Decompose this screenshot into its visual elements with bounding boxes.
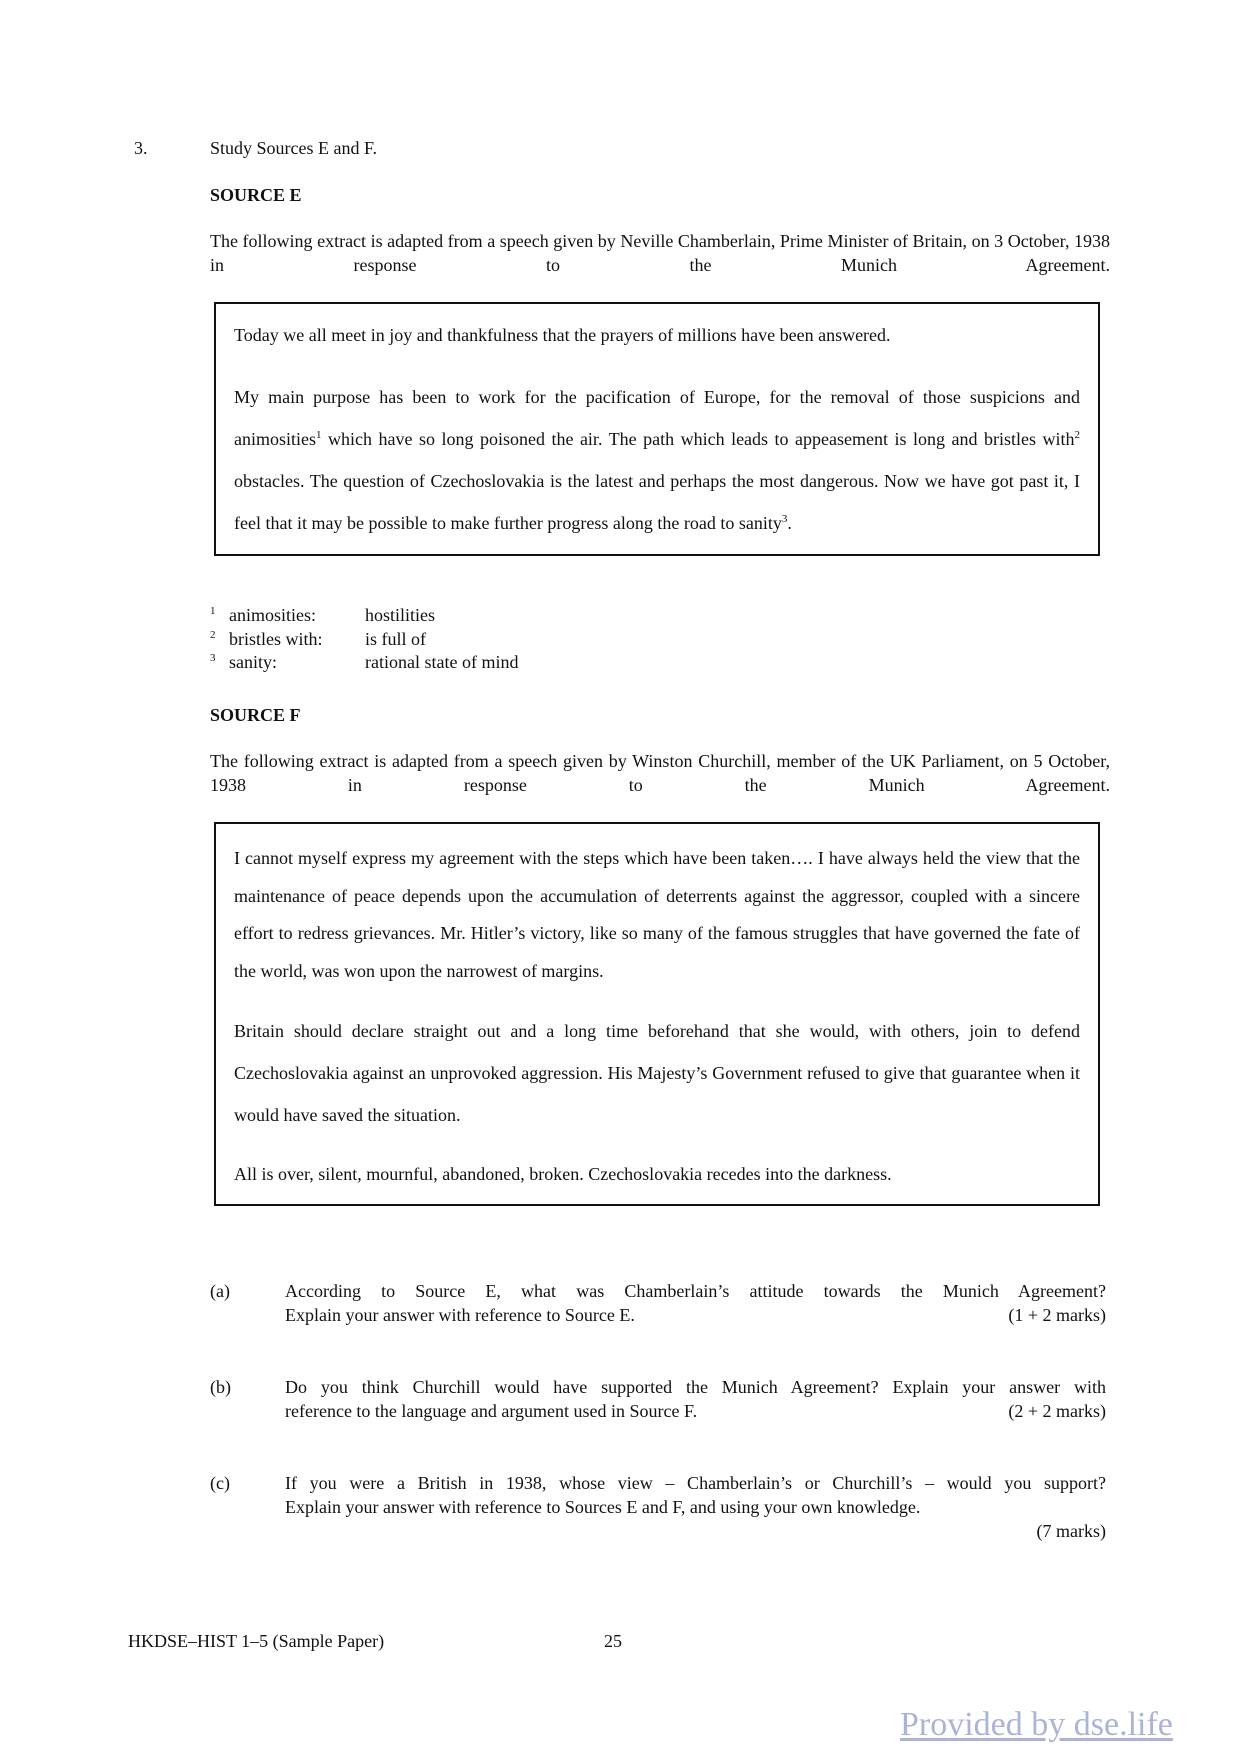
subquestion-marks: (2 + 2 marks) xyxy=(1008,1401,1106,1421)
source-f-paragraph-1: I cannot myself express my agreement with the steps which have been taken…. I have always held the view that the maintenance of peace depends upon the accumulation of deterrents against the aggressor, coupled with a sincere effort to redress grievances. Mr. Hitler’s victory, like so many of the famous struggles that have governed the fate of the world, was won upon the narrowest of margins. xyxy=(234,848,1080,981)
subquestion-line-1: Do you think Churchill would have supported the Munich Agreement? Explain your answer with xyxy=(285,1377,1106,1397)
source-e-intro: The following extract is adapted from a speech given by Neville Chamberlain, Prime Minister of Britain, on 3 October, 1938 in response to the Munich Agreement. xyxy=(210,231,1110,275)
paper-code: HKDSE–HIST 1–5 (Sample Paper) xyxy=(128,1631,385,1651)
footnote-meaning: is full of xyxy=(365,628,426,649)
subquestion-marks: (7 marks) xyxy=(1036,1521,1106,1541)
source-f-paragraph-2: Britain should declare straight out and a long time beforehand that she would, with others, join to defend Czechoslovakia against an unprovoked aggression. His Majesty’s Government refused to give that guarantee when it would have saved the situation. xyxy=(234,1021,1080,1125)
subquestion-line-2: reference to the language and argument used in Source F. xyxy=(285,1401,698,1421)
subquestion-line-1: According to Source E, what was Chamberlain’s attitude towards the Munich Agreement? xyxy=(285,1281,1106,1301)
source-e-paragraph-1: Today we all meet in joy and thankfulness that the prayers of millions have been answered. xyxy=(234,325,891,345)
footnote-ref-1: 1 xyxy=(316,429,322,441)
subquestion-marks: (1 + 2 marks) xyxy=(1008,1305,1106,1325)
footnote-term: bristles with: xyxy=(229,628,323,649)
source-f-paragraph-3: All is over, silent, mournful, abandoned, broken. Czechoslovakia recedes into the darkness. xyxy=(234,1164,892,1184)
footnote-term: sanity: xyxy=(229,652,277,672)
question-number: 3. xyxy=(134,138,148,158)
page-number: 25 xyxy=(604,1631,622,1651)
source-e-p2-part-b: which have so long poisoned the air. The path which leads to appeasement is long and bristles with xyxy=(321,429,1075,449)
footnote-ref-3: 3 xyxy=(781,513,788,525)
subquestion-label: (c) xyxy=(210,1473,230,1493)
footnote-number: 1 xyxy=(210,605,216,617)
source-e-p2-part-d: . xyxy=(787,513,792,533)
source-f-intro: The following extract is adapted from a speech given by Winston Churchill, member of the UK Parliament, on 5 October, 1938 in response to the Munich Agreement. xyxy=(210,751,1110,795)
watermark-link[interactable]: Provided by dse.life xyxy=(900,1706,1173,1743)
footnote-1 xyxy=(210,604,518,628)
subquestion-b xyxy=(210,1375,1106,1423)
footnote-meaning: rational state of mind xyxy=(365,652,519,672)
subquestion-a xyxy=(210,1279,1106,1327)
subquestion-c xyxy=(210,1471,1106,1543)
source-e-heading: SOURCE E xyxy=(210,185,302,205)
footnote-ref-2: 2 xyxy=(1074,429,1080,441)
source-e-paragraph-2 xyxy=(234,376,1080,544)
subquestion-line-1: If you were a British in 1938, whose view – Chamberlain’s or Churchill’s – would you support? xyxy=(285,1473,1106,1493)
source-f-extract-box xyxy=(214,822,1100,1206)
source-e-footnotes xyxy=(210,604,518,675)
footnote-meaning: hostilities xyxy=(365,605,436,625)
source-f-heading: SOURCE F xyxy=(210,705,301,725)
subquestion-line-2: Explain your answer with reference to Sources E and F, and using your own knowledge. xyxy=(285,1497,921,1517)
question-instruction: Study Sources E and F. xyxy=(210,138,378,158)
footnote-3 xyxy=(210,651,518,675)
source-e-p2-part-a: My main purpose has been to work for the pacification of Europe, for the removal of those suspicions and animosities xyxy=(234,387,1080,449)
source-e-p2-part-c: obstacles. The question of Czechoslovakia is the latest and perhaps the most dangerous. Now we have got past it, I feel that it may be possible to make further progress along the road to sanity xyxy=(234,471,1080,533)
footnote-number: 3 xyxy=(210,652,216,664)
subquestion-label: (b) xyxy=(210,1377,231,1397)
footnote-number: 2 xyxy=(210,628,216,641)
subquestion-label: (a) xyxy=(210,1281,230,1301)
footnote-2 xyxy=(210,628,518,652)
footnote-term: animosities: xyxy=(229,605,316,625)
subquestion-line-2: Explain your answer with reference to Source E. xyxy=(285,1305,635,1325)
source-e-extract-box xyxy=(214,302,1100,556)
